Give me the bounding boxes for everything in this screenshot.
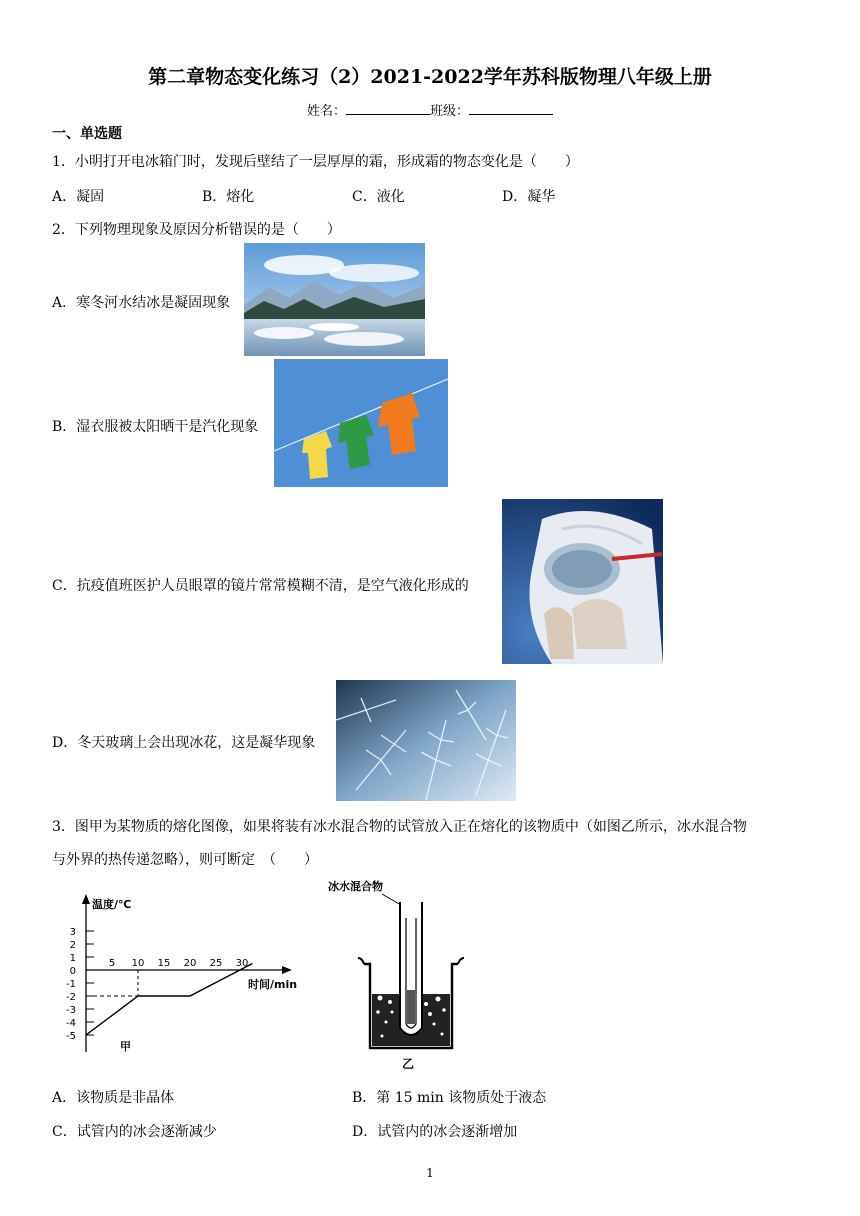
x-tick-label: 5 [108,958,116,969]
graph-caption: 甲 [120,1040,131,1053]
x-axis-arrow [282,966,292,974]
drying-clothes-photo [274,359,448,487]
q2-option-b: B．湿衣服被太阳晒干是汽化现象 [52,419,259,435]
y-tick-label: -1 [66,979,76,990]
q3-option-c: C．试管内的冰会逐渐减少 [52,1124,217,1140]
page-title: 第二章物态变化练习（2）2021-2022学年苏科版物理八年级上册 [148,66,712,88]
question-3-stem-line-1: 3．图甲为某物质的熔化图像，如果将装有冰水混合物的试管放入正在熔化的该物质中（如图乙所示，冰水混合物 [52,819,747,835]
q3-option-a: A．该物质是非晶体 [52,1090,175,1106]
y-axis-label: 温度/℃ [92,898,132,911]
apparatus-caption: 乙 [402,1057,415,1071]
y-tick-label: -4 [66,1018,76,1029]
class-blank[interactable] [469,102,553,115]
x-tick-label: 30 [235,958,249,969]
y-tick-label: 1 [69,953,76,964]
frost-pattern-photo [336,680,516,801]
x-tick-label: 20 [183,958,197,969]
y-axis-arrow [82,894,90,904]
q1-option-c: C．液化 [352,189,405,205]
name-label: 姓名： [306,104,346,119]
q2-option-d: D．冬天玻璃上会出现冰花，这是凝华现象 [52,735,316,751]
x-tick-label: 25 [209,958,223,969]
question-1-stem: 1．小明打开电冰箱门时，发现后壁结了一层厚厚的霜，形成霜的物态变化是（ ） [52,154,579,170]
q2-option-a: A．寒冬河水结冰是凝固现象 [52,295,231,311]
y-tick-label: 0 [69,966,76,977]
y-tick-label: 3 [69,927,76,938]
q1-option-a: A．凝固 [52,189,105,205]
melting-graph [58,892,308,1062]
page-number: 1 [426,1166,434,1180]
x-tick-label: 15 [157,958,171,969]
apparatus-label: 冰水混合物 [328,880,383,893]
frozen-river-photo [244,243,425,356]
name-class-field [0,100,860,119]
q3-option-b: B．第 15 min 该物质处于液态 [352,1090,547,1106]
q1-option-b: B．熔化 [202,189,255,205]
class-label: 班级： [430,104,470,119]
melting-curve [86,964,252,1036]
test-tube-apparatus-diagram [322,878,472,1072]
y-tick-label: -2 [66,992,76,1003]
question-2-stem: 2．下列物理现象及原因分析错误的是（ ） [52,222,341,238]
ice-water-mixture [407,990,415,1024]
q1-option-d: D．凝华 [502,189,556,205]
y-tick-label: 2 [69,940,76,951]
medical-worker-goggles-photo [502,499,663,664]
y-tick-label: -5 [66,1031,76,1042]
section-title: 一、单选题 [52,126,122,142]
name-blank[interactable] [346,102,430,115]
q2-option-c: C．抗疫值班医护人员眼罩的镜片常常模糊不清，是空气液化形成的 [52,578,469,594]
x-axis-label: 时间/min [248,978,298,991]
q3-option-d: D．试管内的冰会逐渐增加 [352,1124,518,1140]
question-3-stem-line-2: 与外界的热传递忽略），则可断定 （ ） [52,852,318,868]
x-tick-label: 10 [131,958,145,969]
y-tick-label: -3 [66,1005,76,1016]
